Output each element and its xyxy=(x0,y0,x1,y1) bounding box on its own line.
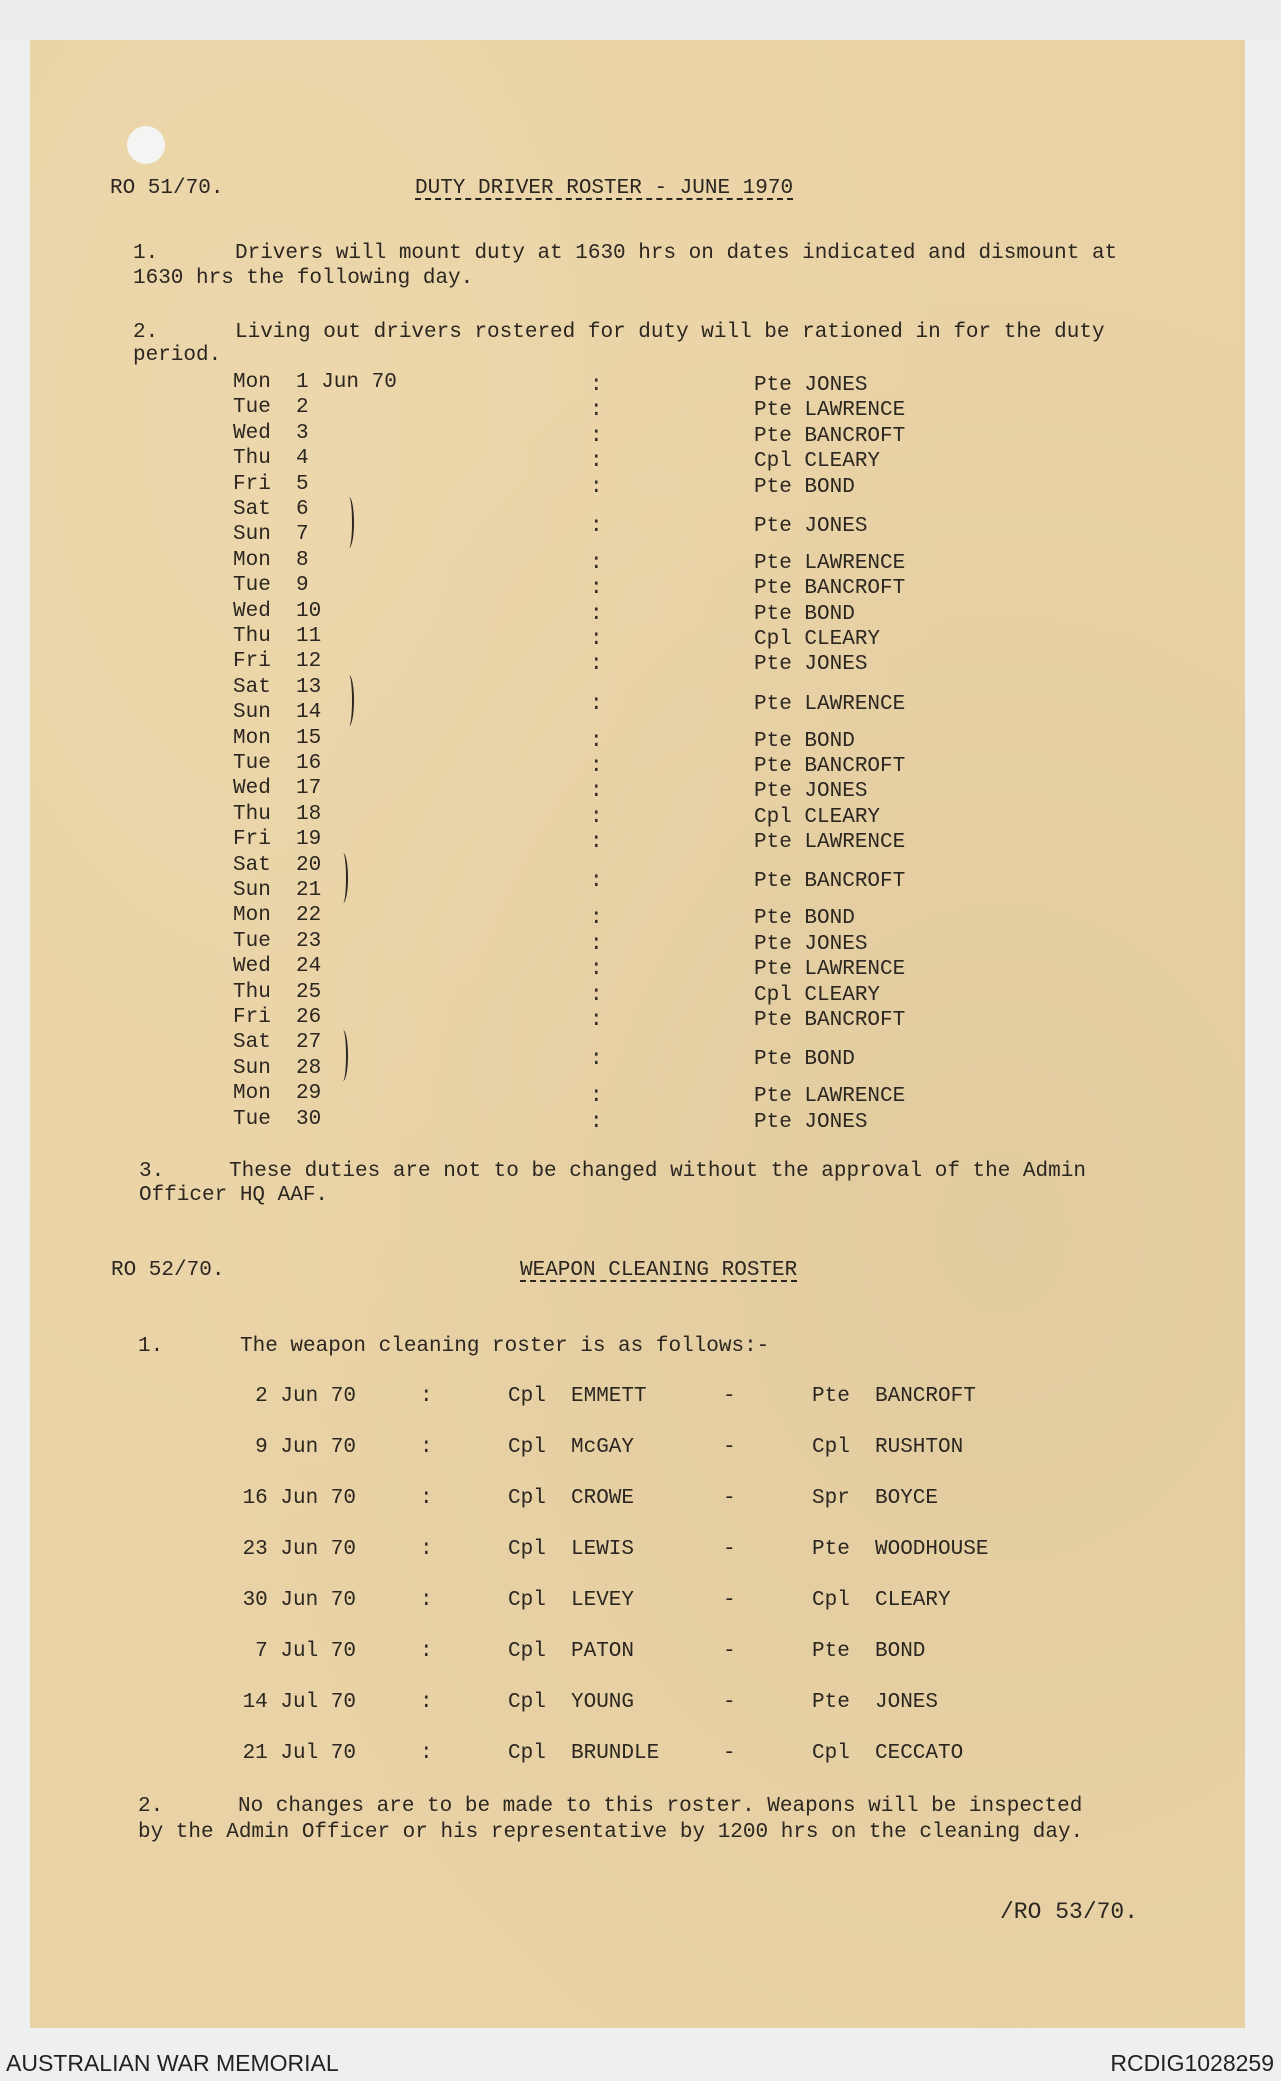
driver-name: Pte JONES xyxy=(754,374,868,397)
day-name: Thu xyxy=(233,980,271,1004)
day-date: 8 xyxy=(296,548,309,572)
dash-separator: - xyxy=(723,1742,736,1765)
day-name: Mon xyxy=(233,371,271,394)
day-date: 29 xyxy=(296,1082,322,1106)
day-name: Sat xyxy=(233,1031,271,1055)
para-text: Living out drivers rostered for duty will be rationed in for the duty xyxy=(235,321,1105,344)
colon-separator: : xyxy=(420,1538,433,1561)
driver-name: Pte BOND xyxy=(754,729,855,753)
dash-separator: - xyxy=(723,1487,736,1510)
driver-name: Pte BOND xyxy=(754,1048,855,1072)
rank: Cpl xyxy=(812,1742,850,1765)
driver-name: Pte BANCROFT xyxy=(754,577,906,601)
cleaning-date: 21 Jul 70 xyxy=(242,1742,356,1765)
day-name: Tue xyxy=(233,1107,271,1131)
day-date: 10 xyxy=(296,599,322,623)
day-date: 19 xyxy=(296,828,322,852)
colon-separator: : xyxy=(590,755,603,778)
colon-separator: : xyxy=(590,475,603,499)
colon-separator: : xyxy=(420,1742,433,1765)
day-name: Sat xyxy=(233,498,271,521)
day-date: 15 xyxy=(296,726,322,750)
day-date: 11 xyxy=(296,625,322,648)
cleaning-date: 23 Jun 70 xyxy=(242,1538,356,1561)
day-date: 26 xyxy=(296,1006,322,1029)
rank: Cpl xyxy=(508,1742,546,1765)
day-date: 18 xyxy=(296,802,322,826)
para-number: 2. xyxy=(138,1795,164,1818)
cleaning-date: 9 Jun 70 xyxy=(255,1436,356,1459)
colon-separator: : xyxy=(590,831,603,855)
day-date: 24 xyxy=(296,955,322,979)
rank: Pte xyxy=(812,1691,850,1714)
para-text: Officer HQ AAF. xyxy=(139,1184,329,1207)
rank: Cpl xyxy=(508,1436,546,1459)
rank: Pte xyxy=(812,1640,850,1663)
day-name: Sun xyxy=(233,701,271,725)
dash-separator: - xyxy=(723,1385,736,1408)
day-date: 6 xyxy=(296,498,309,521)
soldier-name: LEWIS xyxy=(571,1538,635,1561)
day-name: Thu xyxy=(233,447,271,471)
soldier-name: BRUNDLE xyxy=(571,1742,660,1765)
colon-separator: : xyxy=(590,907,603,931)
day-date: 12 xyxy=(296,650,322,674)
para-text: by the Admin Officer or his representative by 1200 hrs on the cleaning day. xyxy=(138,1821,1084,1844)
weekend-bracket xyxy=(344,497,354,548)
colon-separator: : xyxy=(590,692,603,716)
weekend-bracket xyxy=(338,1030,348,1081)
rank: Cpl xyxy=(508,1691,546,1714)
soldier-name: PATON xyxy=(571,1640,635,1663)
roster-title: WEAPON CLEANING ROSTER xyxy=(520,1259,798,1282)
rank: Pte xyxy=(812,1385,850,1408)
colon-separator: : xyxy=(590,932,603,956)
weekend-bracket xyxy=(338,853,348,904)
day-date: 2 xyxy=(296,396,309,420)
footer-source: AUSTRALIAN WAR MEMORIAL xyxy=(6,2050,339,2076)
colon-separator: : xyxy=(590,399,603,423)
colon-separator: : xyxy=(590,1048,603,1072)
day-name: Wed xyxy=(233,777,271,801)
soldier-name: LEVEY xyxy=(571,1589,635,1612)
rank: Cpl xyxy=(508,1640,546,1663)
driver-name: Pte BANCROFT xyxy=(754,755,906,778)
day-name: Sun xyxy=(233,523,271,547)
rank: Cpl xyxy=(508,1589,546,1612)
driver-name: Pte BOND xyxy=(754,907,855,931)
soldier-name: EMMETT xyxy=(571,1385,647,1408)
soldier-name: CROWE xyxy=(571,1487,635,1510)
day-name: Wed xyxy=(233,955,271,979)
day-date: 5 xyxy=(296,472,309,496)
day-name: Thu xyxy=(233,802,271,826)
para-number: 3. xyxy=(139,1160,165,1183)
day-name: Sat xyxy=(233,675,271,699)
rank: Cpl xyxy=(812,1589,850,1612)
driver-name: Pte LAWRENCE xyxy=(754,1085,906,1109)
driver-name: Pte JONES xyxy=(754,1110,868,1134)
colon-separator: : xyxy=(590,450,603,474)
soldier-name: McGAY xyxy=(571,1436,635,1459)
footer-id: RCDIG1028259 xyxy=(1110,2050,1274,2076)
day-name: Tue xyxy=(233,752,271,775)
driver-name: Pte BANCROFT xyxy=(754,870,906,894)
colon-separator: : xyxy=(590,653,603,677)
rank: Cpl xyxy=(812,1436,850,1459)
day-name: Mon xyxy=(233,726,271,750)
para-text: 1630 hrs the following day. xyxy=(133,267,474,290)
day-name: Mon xyxy=(233,904,271,928)
cleaning-date: 2 Jun 70 xyxy=(255,1385,356,1408)
colon-separator: : xyxy=(590,1085,603,1109)
day-date: 3 xyxy=(296,421,309,445)
driver-name: Pte BANCROFT xyxy=(754,424,906,448)
colon-separator: : xyxy=(590,602,603,626)
driver-name: Pte JONES xyxy=(754,653,868,677)
driver-name: Pte BOND xyxy=(754,475,855,499)
day-name: Fri xyxy=(233,650,271,674)
day-date: 25 xyxy=(296,980,322,1004)
para-text: The weapon cleaning roster is as follows:- xyxy=(240,1335,770,1358)
driver-name: Cpl CLEARY xyxy=(754,983,881,1007)
rank: Spr xyxy=(812,1487,850,1510)
colon-separator: : xyxy=(590,1110,603,1134)
para-number: 1. xyxy=(133,242,159,265)
colon-separator: : xyxy=(590,729,603,753)
page-margin xyxy=(0,0,1281,40)
para-text: These duties are not to be changed without the approval of the Admin xyxy=(229,1160,1086,1183)
driver-name: Pte LAWRENCE xyxy=(754,551,906,575)
colon-separator: : xyxy=(590,958,603,982)
colon-separator: : xyxy=(590,983,603,1007)
day-date: 20 xyxy=(296,853,322,877)
day-date: 17 xyxy=(296,777,322,801)
colon-separator: : xyxy=(590,514,603,538)
ro-number: RO 52/70. xyxy=(111,1259,225,1282)
day-name: Thu xyxy=(233,625,271,648)
roster-title: DUTY DRIVER ROSTER - JUNE 1970 xyxy=(415,177,794,200)
dash-separator: - xyxy=(723,1691,736,1714)
day-name: Sat xyxy=(233,853,271,877)
colon-separator: : xyxy=(590,374,603,397)
day-name: Tue xyxy=(233,574,271,598)
day-date: 27 xyxy=(296,1031,322,1055)
day-date: 9 xyxy=(296,574,309,598)
colon-separator: : xyxy=(420,1691,433,1714)
para-number: 2. xyxy=(133,321,159,344)
day-date: 21 xyxy=(296,879,322,902)
colon-separator: : xyxy=(420,1385,433,1408)
driver-name: Pte LAWRENCE xyxy=(754,399,906,423)
colon-separator: : xyxy=(420,1640,433,1663)
rank: Cpl xyxy=(508,1385,546,1408)
ro-number: RO 51/70. xyxy=(110,177,224,200)
colon-separator: : xyxy=(420,1436,433,1459)
driver-name: Pte JONES xyxy=(754,932,868,956)
day-name: Tue xyxy=(233,929,271,953)
day-date: 4 xyxy=(296,447,309,471)
soldier-name: BANCROFT xyxy=(875,1385,976,1408)
day-date: 14 xyxy=(296,701,322,725)
cleaning-date: 7 Jul 70 xyxy=(255,1640,356,1663)
day-name: Wed xyxy=(233,421,271,445)
day-name: Mon xyxy=(233,1082,271,1106)
driver-name: Pte JONES xyxy=(754,514,868,538)
day-name: Fri xyxy=(233,828,271,852)
colon-separator: : xyxy=(590,424,603,448)
soldier-name: CLEARY xyxy=(875,1589,951,1612)
colon-separator: : xyxy=(590,1009,603,1032)
rank: Pte xyxy=(812,1538,850,1561)
day-date: 7 xyxy=(296,523,309,547)
day-name: Fri xyxy=(233,472,271,496)
weekend-bracket xyxy=(344,675,354,726)
driver-name: Cpl CLEARY xyxy=(754,628,881,651)
day-date: 23 xyxy=(296,929,322,953)
rank: Cpl xyxy=(508,1538,546,1561)
colon-separator: : xyxy=(590,780,603,804)
driver-name: Cpl CLEARY xyxy=(754,450,881,474)
cleaning-date: 16 Jun 70 xyxy=(242,1487,356,1510)
dash-separator: - xyxy=(723,1589,736,1612)
soldier-name: BOND xyxy=(875,1640,926,1663)
cleaning-date: 14 Jul 70 xyxy=(242,1691,356,1714)
punch-hole xyxy=(127,126,165,164)
day-name: Mon xyxy=(233,548,271,572)
colon-separator: : xyxy=(420,1589,433,1612)
day-name: Sun xyxy=(233,879,271,902)
cleaning-date: 30 Jun 70 xyxy=(242,1589,356,1612)
dash-separator: - xyxy=(723,1538,736,1561)
day-date: 1 Jun 70 xyxy=(296,371,397,394)
driver-name: Pte BOND xyxy=(754,602,855,626)
rank: Cpl xyxy=(508,1487,546,1510)
day-date: 13 xyxy=(296,675,322,699)
day-name: Sun xyxy=(233,1056,271,1080)
driver-name: Cpl CLEARY xyxy=(754,805,881,829)
colon-separator: : xyxy=(590,577,603,601)
dash-separator: - xyxy=(723,1436,736,1459)
colon-separator: : xyxy=(590,628,603,651)
para-text: Drivers will mount duty at 1630 hrs on dates indicated and dismount at xyxy=(235,242,1118,265)
day-name: Fri xyxy=(233,1006,271,1029)
driver-name: Pte JONES xyxy=(754,780,868,804)
dash-separator: - xyxy=(723,1640,736,1663)
day-name: Tue xyxy=(233,396,271,420)
soldier-name: BOYCE xyxy=(875,1487,939,1510)
soldier-name: CECCATO xyxy=(875,1742,964,1765)
colon-separator: : xyxy=(590,551,603,575)
colon-separator: : xyxy=(590,805,603,829)
day-date: 30 xyxy=(296,1107,322,1131)
colon-separator: : xyxy=(420,1487,433,1510)
driver-name: Pte LAWRENCE xyxy=(754,831,906,855)
driver-name: Pte LAWRENCE xyxy=(754,692,906,716)
continuation-ref: /RO 53/70. xyxy=(1000,1899,1139,1925)
soldier-name: YOUNG xyxy=(571,1691,635,1714)
colon-separator: : xyxy=(590,870,603,894)
driver-name: Pte BANCROFT xyxy=(754,1009,906,1032)
soldier-name: RUSHTON xyxy=(875,1436,964,1459)
soldier-name: WOODHOUSE xyxy=(875,1538,989,1561)
para-number: 1. xyxy=(138,1335,164,1358)
day-date: 22 xyxy=(296,904,322,928)
day-date: 28 xyxy=(296,1056,322,1080)
para-text: No changes are to be made to this roster. Weapons will be inspected xyxy=(238,1795,1083,1818)
para-text: period. xyxy=(133,344,222,367)
day-date: 16 xyxy=(296,752,322,775)
driver-name: Pte LAWRENCE xyxy=(754,958,906,982)
soldier-name: JONES xyxy=(875,1691,939,1714)
day-name: Wed xyxy=(233,599,271,623)
